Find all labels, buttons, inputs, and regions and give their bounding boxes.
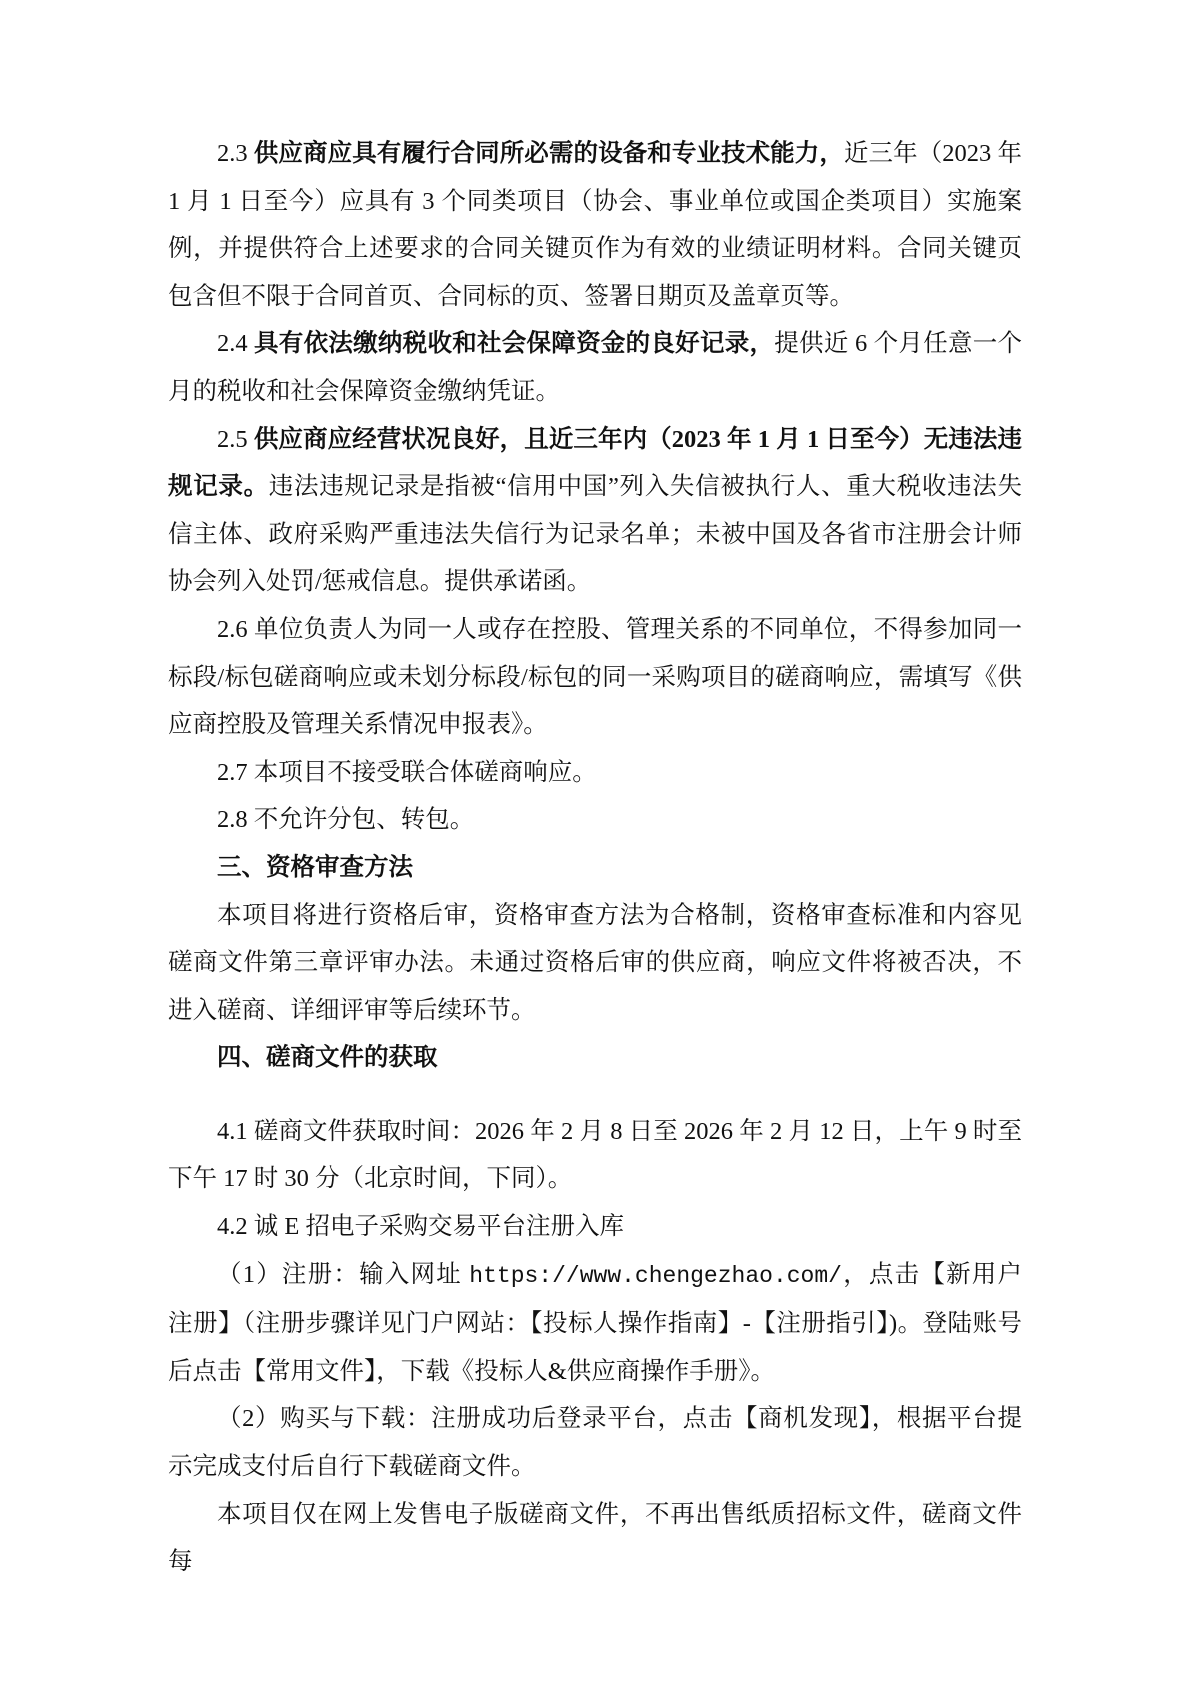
clause-2-7 [168, 749, 1022, 797]
clause-2-6 [168, 606, 1022, 749]
text-run: （2）购买与下载：注册成功后登录平台，点击【商机发现】，根据平台提示完成支付后自行下载磋商文件。 [168, 1405, 1022, 1481]
text-run: 供应商应经营状况良好，且近三年内（2023 年 1 月 1 日至今）无违法违规记录。 [168, 425, 1023, 501]
clause-2-8 [168, 796, 1022, 844]
text-run: 提供近 6 个月任意一个月的税收和社会保障资金缴纳凭证。 [168, 330, 1023, 405]
clause-2-4 [168, 320, 1022, 415]
section-heading-3 [168, 844, 1022, 892]
clause-2-5 [168, 416, 1022, 606]
text-run: 2.8 不允许分包、转包。 [217, 806, 475, 834]
text-run: 近三年（2023 年 1 月 1 日至今）应具有 3 个同类项目（协会、事业单位或国企类项目）实施案例，并提供符合上述要求的合同关键页作为有效的业绩证明材料。合同关键页包含但不限于合同首页、合同标的页、签署日期页及盖章页等。 [168, 140, 1023, 310]
text-run: 具有依法缴纳税收和社会保障资金的良好记录， [254, 330, 775, 358]
clause-4-1 [168, 1108, 1022, 1203]
document-body [168, 130, 1022, 1586]
text-run: 四、磋商文件的获取 [217, 1044, 438, 1072]
text-run: ，点击【新用户注册】（注册步骤详见门户网站：【投标人操作指南】-【注册指引】)。登陆账号后点击【常用文件】，下载《投标人&供应商操作手册》。 [168, 1260, 1023, 1385]
text-run: 本项目仅在网上发售电子版磋商文件，不再出售纸质招标文件，磋商文件每 [168, 1500, 1022, 1576]
url-text: https://www.chengezhao.com/ [469, 1262, 842, 1289]
text-run: 4.1 磋商文件获取时间：2026 年 2 月 8 日至 2026 年 2 月 12 日，上午 9 时至下午 17 时 30 分（北京时间，下同）。 [168, 1117, 1022, 1193]
clause-4-2-note [168, 1491, 1022, 1586]
text-run: 2.7 本项目不接受联合体磋商响应。 [217, 758, 597, 786]
text-run: 2.4 [217, 330, 255, 358]
section-heading-4 [168, 1034, 1022, 1082]
clause-2-3 [168, 130, 1022, 320]
text-run: 2.6 单位负责人为同一人或存在控股、管理关系的不同单位，不得参加同一标段/标包磋商响应或未划分标段/标包的同一采购项目的磋商响应，需填写《供应商控股及管理关系情况申报表》。 [168, 615, 1022, 739]
clause-4-2-item-1 [168, 1251, 1022, 1396]
text-run: （1）注册：输入网址 [217, 1260, 470, 1288]
section-3-body [168, 892, 1022, 1035]
text-run: 供应商应具有履行合同所必需的设备和专业技术能力， [253, 140, 844, 167]
clause-4-2 [168, 1203, 1022, 1251]
text-run: 本项目将进行资格后审，资格审查方法为合格制，资格审查标准和内容见磋商文件第三章评审办法。未通过资格后审的供应商，响应文件将被否决，不进入磋商、详细评审等后续环节。 [168, 901, 1022, 1024]
text-run: 2.3 [217, 140, 254, 167]
clause-4-2-item-2 [168, 1395, 1022, 1490]
text-run: 4.2 诚 E 招电子采购交易平台注册入库 [217, 1213, 624, 1241]
text-run: 三、资格审查方法 [217, 853, 413, 881]
text-run: 2.5 [217, 425, 254, 453]
text-run: 违法违规记录是指被“信用中国”列入失信被执行人、重大税收违法失信主体、政府采购严重违法失信行为记录名单；未被中国及各省市注册会计师协会列入处罚/惩戒信息。提供承诺函。 [168, 473, 1022, 596]
